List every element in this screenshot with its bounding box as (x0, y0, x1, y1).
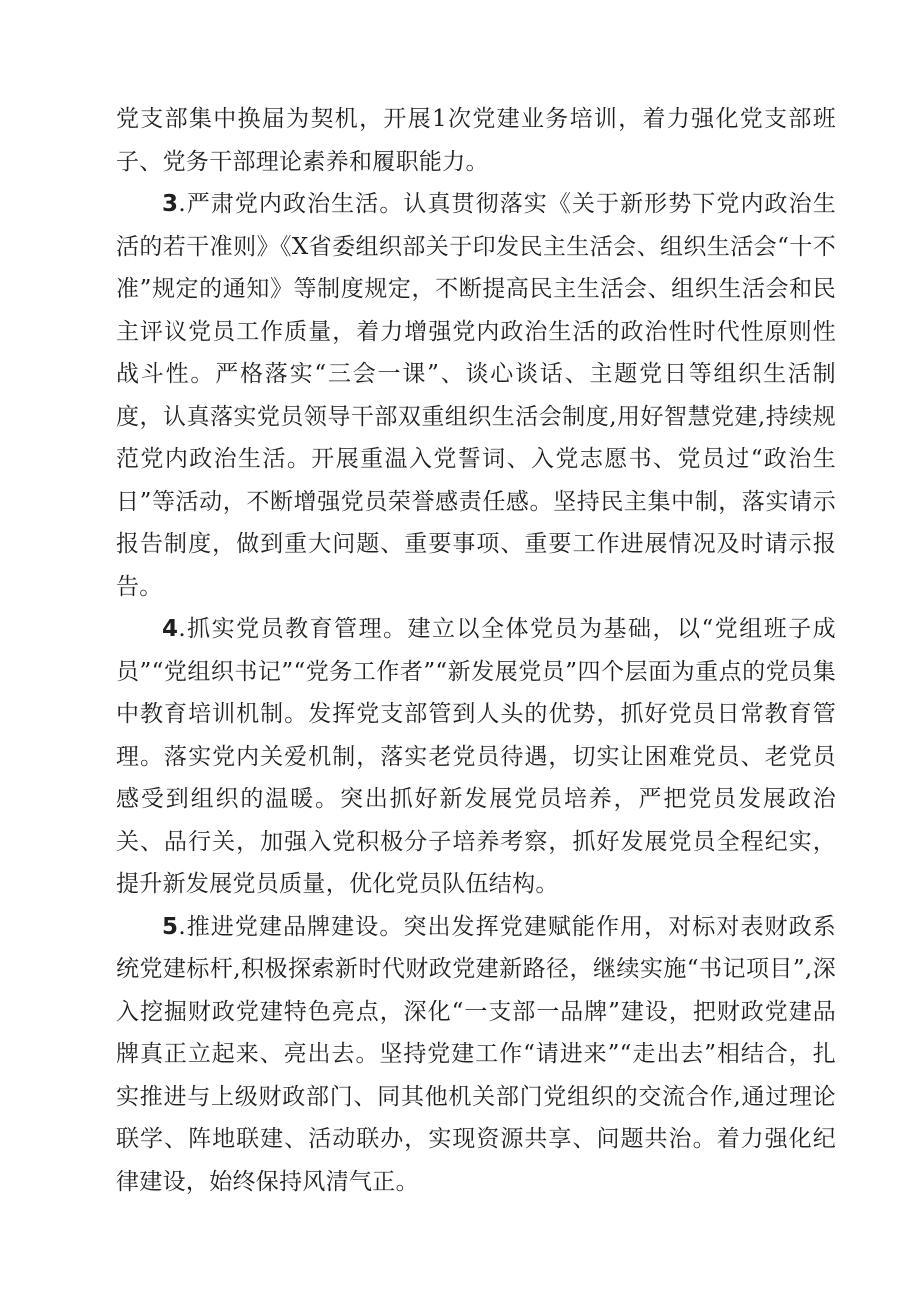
item-number: 5 (162, 913, 179, 940)
paragraph-text: .抓实党员教育管理。建立以全体党员为基础，以“党组班子成员”“党组织书记”“党务工作者”“新发展党员”四个层面为重点的党员集中教育培训机制。发挥党支部管到人头的优势，抓好党员日常教育管理。落实党内关爱机制，落实老党员待遇，切实让困难党员、老党员感受到组织的温暖。突出抓好新发展党员培养，严把党员发展政治关、品行关，加强入党积极分子培养考察，抓好发展党员全程纪实，提升新发展党员质量，优化党员队伍结构。 (116, 616, 836, 897)
paragraph-item-5 (116, 906, 836, 1204)
item-number: 4 (162, 616, 179, 642)
paragraph-item-4 (116, 608, 836, 906)
paragraph-text: .推进党建品牌建设。突出发挥党建赋能作用，对标对表财政系统党建标杆,积极探索新时代财政党建新路径，继续实施“书记项目”,深入挖掘财政党建特色亮点，深化“一支部一品牌”建设，把财政党建品牌真正立起来、亮出去。坚持党建工作“请进来”“走出去”相结合，扎实推进与上级财政部门、同其他机关部门党组织的交流合作,通过理论联学、阵地联建、活动联办，实现资源共享、问题共治。着力强化纪律建设，始终保持风清气正。 (116, 913, 836, 1195)
paragraph-continuation (116, 98, 836, 183)
document-body (116, 98, 836, 1203)
paragraph-item-3 (116, 183, 836, 608)
paragraph-text: .严肃党内政治生活。认真贯彻落实《关于新形势下党内政治生活的若干准则》《X省委组织部关于印发民主生活会、组织生活会“十不准”规定的通知》等制度规定，不断提高民主生活会、组织生活会和民主评议党员工作质量，着力增强党内政治生活的政治性时代性原则性战斗性。严格落实“三会一课”、谈心谈话、主题党日等组织生活制度，认真落实党员领导干部双重组织生活会制度,用好智慧党建,持续规范党内政治生活。开展重温入党誓词、入党志愿书、党员过“政治生日”等活动，不断增强党员荣誉感责任感。坚持民主集中制，落实请示报告制度，做到重大问题、重要事项、重要工作进展情况及时请示报告。 (116, 191, 836, 600)
paragraph-text: 党支部集中换届为契机，开展1次党建业务培训，着力强化党支部班子、党务干部理论素养和履职能力。 (116, 106, 836, 175)
item-number: 3 (162, 191, 179, 217)
